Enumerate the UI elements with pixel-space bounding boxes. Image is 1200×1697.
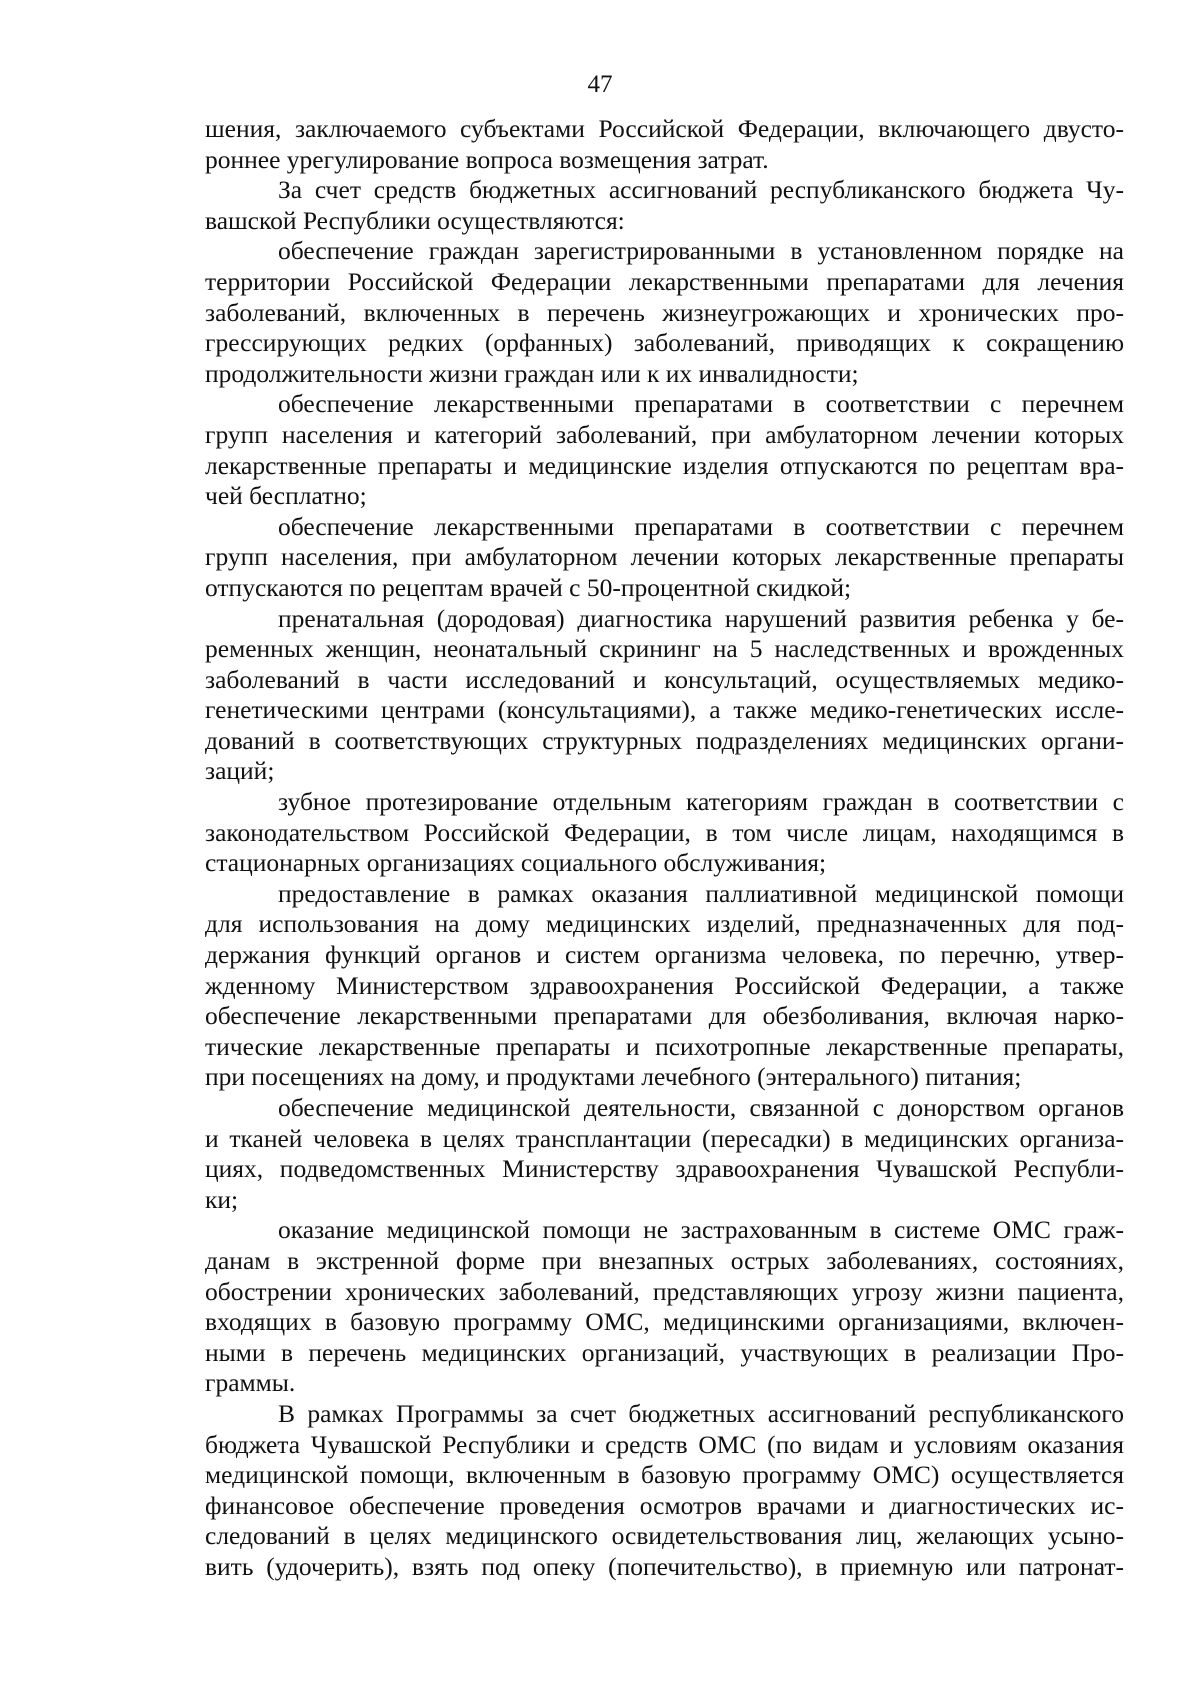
text-line: ременных женщин, неонатальный скрининг на 5 наследственных и врожденных — [205, 634, 1124, 664]
text-line: В рамках Программы за счет бюджетных ассигнований республиканского — [278, 1398, 1124, 1428]
paragraph — [205, 389, 1124, 511]
text-line: дований в соответствующих структурных подразделениях медицинских органи- — [205, 725, 1124, 755]
paragraph — [205, 604, 1124, 788]
text-line: заболеваний в части исследований и консультаций, осуществляемых медико- — [205, 664, 1124, 694]
text-line: обеспечение лекарственными препаратами для обезболивания, включая нарко- — [205, 1001, 1124, 1031]
text-line: шения, заключаемого субъектами Российской Федерации, включающего двусто- — [205, 114, 1124, 143]
text-line: групп населения и категорий заболеваний, при амбулаторном лечении которых — [205, 419, 1124, 449]
text-line: при посещениях на дому, и продуктами лечебного (энтерального) питания; — [205, 1062, 1022, 1092]
text-line: вить (удочерить), взять под опеку (попечительство), в приемную или патронат- — [205, 1551, 1124, 1581]
text-line: продолжительности жизни граждан или к их инвалидности; — [205, 358, 859, 388]
paragraph — [205, 1215, 1124, 1399]
text-line: групп населения, при амбулаторном лечении которых лекарственные препараты — [205, 542, 1124, 572]
text-line: роннее урегулирование вопроса возмещения затрат. — [205, 144, 769, 174]
text-line: для использования на дому медицинских изделий, предназначенных для под- — [205, 909, 1124, 939]
page-number: 47 — [587, 71, 613, 98]
text-line: законодательством Российской Федерации, в том числе лицам, находящимся в — [205, 817, 1124, 847]
paragraph — [205, 1399, 1124, 1583]
text-line: предоставление в рамках оказания паллиативной медицинской помощи — [278, 878, 1124, 908]
paragraph — [205, 114, 1124, 175]
paragraph — [205, 787, 1124, 879]
text-line: обеспечение медицинской деятельности, связанной с донорством органов — [278, 1093, 1124, 1122]
text-line: и тканей человека в целях трансплантации (пересадки) в медицинских организа- — [205, 1123, 1124, 1153]
text-line: обеспечение граждан зарегистрированными в установленном порядке на — [278, 236, 1124, 266]
text-line: финансовое обеспечение проведения осмотров врачами и диагностических ис- — [205, 1490, 1124, 1520]
text-line: данам в экстренной форме при внезапных острых заболеваниях, состояниях, — [205, 1245, 1124, 1275]
paragraph — [205, 175, 1124, 236]
text-line: циях, подведомственных Министерству здравоохранения Чувашской Республи- — [205, 1154, 1124, 1184]
text-line: территории Российской Федерации лекарственными препаратами для лечения — [205, 266, 1124, 296]
text-line: тические лекарственные препараты и психотропные лекарственные препараты, — [205, 1031, 1124, 1061]
text-line: заболеваний, включенных в перечень жизнеугрожающих и хронических про- — [205, 297, 1124, 327]
text-line: обеспечение лекарственными препаратами в соответствии с перечнем — [278, 511, 1124, 541]
paragraph — [205, 879, 1124, 1093]
text-line: лекарственные препараты и медицинские изделия отпускаются по рецептам вра- — [205, 450, 1124, 480]
paragraph — [205, 236, 1124, 389]
text-line: грессирующих редких (орфанных) заболеваний, приводящих к сокращению — [205, 328, 1124, 358]
text-line: оказание медицинской помощи не застрахованным в системе ОМС граж- — [278, 1215, 1124, 1245]
text-line: вашской Республики осуществляются: — [205, 205, 625, 235]
text-line: следований в целях медицинского освидетельствования лиц, желающих усыно- — [205, 1521, 1124, 1551]
text-line: ными в перечень медицинских организаций, участвующих в реализации Про- — [205, 1337, 1124, 1367]
text-line: стационарных организациях социального обслуживания; — [205, 848, 827, 878]
text-line: ки; — [205, 1184, 239, 1214]
text-line: обеспечение лекарственными препаратами в соответствии с перечнем — [278, 389, 1124, 419]
text-line: зубное протезирование отдельным категориям граждан в соответствии с — [278, 787, 1124, 817]
text-line: держания функций органов и систем организма человека, по перечню, утвер- — [205, 940, 1124, 970]
text-line: бюджета Чувашской Республики и средств ОМС (по видам и условиям оказания — [205, 1429, 1124, 1459]
text-line: За счет средств бюджетных ассигнований республиканского бюджета Чу- — [278, 175, 1124, 205]
text-line: отпускаются по рецептам врачей с 50-процентной скидкой; — [205, 572, 852, 602]
text-line: пренатальная (дородовая) диагностика нарушений развития ребенка у бе- — [278, 603, 1124, 633]
text-line: входящих в базовую программу ОМС, медицинскими организациями, включен- — [205, 1307, 1124, 1337]
text-line: заций; — [205, 756, 275, 786]
text-line: жденному Министерством здравоохранения Российской Федерации, а также — [205, 970, 1124, 1000]
paragraph — [205, 512, 1124, 604]
paragraph — [205, 1093, 1124, 1215]
text-line: граммы. — [205, 1368, 296, 1398]
document-body — [205, 114, 1124, 1583]
text-line: медицинской помощи, включенным в базовую программу ОМС) осуществляется — [205, 1460, 1124, 1490]
text-line: чей бесплатно; — [205, 481, 367, 511]
text-line: генетическими центрами (консультациями), а также медико-генетических иссле- — [205, 695, 1124, 725]
text-line: обострении хронических заболеваний, представляющих угрозу жизни пациента, — [205, 1276, 1124, 1306]
